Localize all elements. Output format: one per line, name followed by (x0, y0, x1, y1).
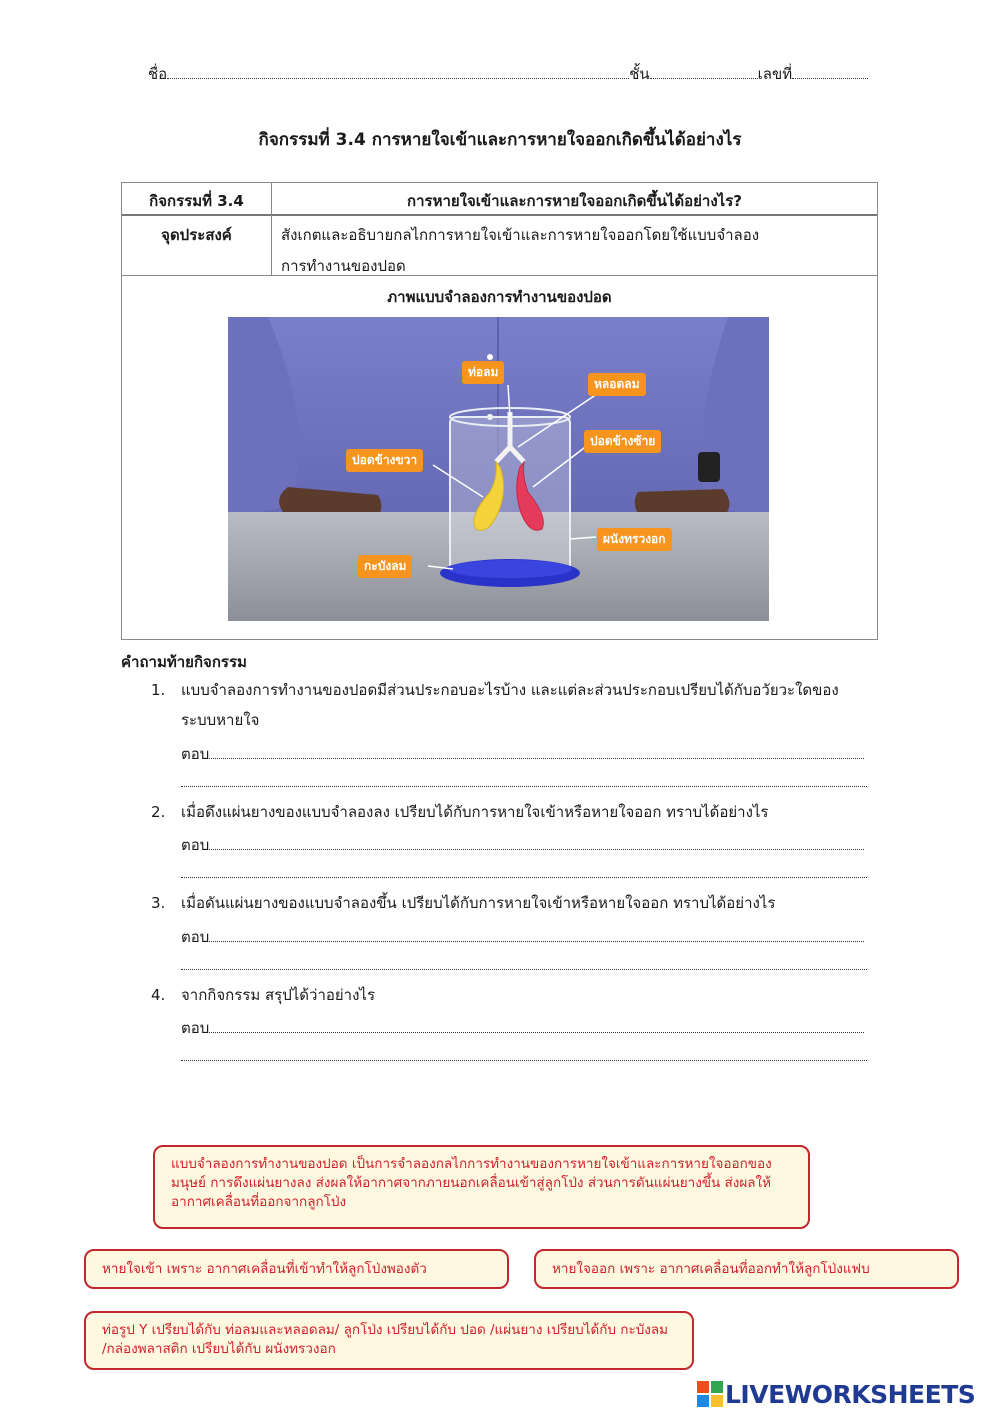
lung-model-photo (228, 317, 769, 621)
questions-heading: คำถามท้ายกิจกรรม (121, 653, 247, 671)
answer-box-exhale[interactable]: หายใจออก เพราะ อากาศเคลื่อนที่ออกทำให้ลูกโป่งแฟบ (534, 1249, 959, 1289)
answer-4-line-1 (181, 1016, 864, 1040)
number-field[interactable] (792, 64, 868, 79)
answer-2-field[interactable] (209, 835, 864, 850)
answer-1-field[interactable] (209, 744, 864, 759)
liveworksheets-logo-icon (697, 1381, 723, 1407)
student-info-line (148, 62, 868, 86)
name-field[interactable] (167, 64, 629, 79)
name-label: ชื่อ (148, 65, 168, 83)
answer-2-line-2 (181, 863, 867, 882)
question-1-number: 1. (151, 681, 166, 699)
logo-text: LIVEWORKSHEETS (725, 1379, 976, 1409)
question-3-text: เมื่อดันแผ่นยางของแบบจำลองขึ้น เปรียบได้กับการหายใจเข้าหรือหายใจออก ทราบได้อย่างไร (181, 894, 776, 912)
grade-label: ชั้น (629, 65, 650, 83)
answer-box-parts[interactable]: ท่อรูป Y เปรียบได้กับ ท่อลมและหลอดลม/ ลูกโป่ง เปรียบได้กับ ปอด /แผ่นยาง เปรียบได้กับ กะบังลม /กล่องพลาสติก เปรียบได้กับ ผนังทรวงอก (84, 1311, 694, 1370)
liveworksheets-logo (697, 1379, 975, 1409)
objective-line-2: การทำงานของปอด (281, 257, 406, 275)
question-2-number: 2. (151, 803, 166, 821)
answer-3-line-1 (181, 925, 864, 949)
answer-3-field-2[interactable] (181, 955, 867, 970)
answer-4-line-2 (181, 1046, 867, 1065)
answer-label: ตอบ (181, 745, 210, 763)
label-bronchus: หลอดลม (588, 373, 646, 396)
answer-box-inhale[interactable]: หายใจเข้า เพราะ อากาศเคลื่อนที่เข้าทำให้ลูกโป่งพองตัว (84, 1249, 509, 1289)
question-1-text: แบบจำลองการทำงานของปอดมีส่วนประกอบอะไรบ้าง และแต่ละส่วนประกอบเปรียบได้กับอวัยวะใดของระบบหายใจ (181, 681, 839, 729)
question-4-text: จากกิจกรรม สรุปได้ว่าอย่างไร (181, 986, 376, 1004)
image-caption: ภาพแบบจำลองการทำงานของปอด (387, 288, 612, 306)
answer-2-field-2[interactable] (181, 863, 867, 878)
question-2-text: เมื่อดึงแผ่นยางของแบบจำลองลง เปรียบได้กับการหายใจเข้าหรือหายใจออก ทราบได้อย่างไร (181, 803, 769, 821)
answer-1-line-1 (181, 742, 864, 766)
label-diaphragm: กะบังลม (358, 555, 412, 578)
answer-1-line-2 (181, 772, 867, 791)
grade-field[interactable] (650, 64, 758, 79)
question-3-number: 3. (151, 894, 166, 912)
answer-box-summary[interactable]: แบบจำลองการทำงานของปอด เป็นการจำลองกลไกการทำงานของการหายใจเข้าและการหายใจออกของมนุษย์ การดึงแผ่นยางลง ส่งผลให้อากาศจากภายนอกเคลื่อนเข้าสู่ลูกโป่ง ส่วนการดันแผ่นยางขึ้น ส่งผลให้อากาศเคลื่อนที่ออกจากลูกโป่ง (153, 1145, 810, 1229)
answer-label: ตอบ (181, 1019, 210, 1037)
question-4-number: 4. (151, 986, 166, 1004)
table-divider (122, 214, 877, 216)
label-trachea: ท่อลม (462, 361, 504, 384)
answer-label: ตอบ (181, 836, 210, 854)
label-chest-wall: ผนังทรวงอก (597, 528, 672, 551)
answer-1-field-2[interactable] (181, 772, 867, 787)
page-title: กิจกรรมที่ 3.4 การหายใจเข้าและการหายใจออกเกิดขึ้นได้อย่างไร (258, 130, 742, 150)
answer-4-field-2[interactable] (181, 1046, 867, 1061)
answer-3-line-2 (181, 955, 867, 974)
answer-3-field[interactable] (209, 927, 864, 942)
objective-line-1: สังเกตและอธิบายกลไกการหายใจเข้าและการหายใจออกโดยใช้แบบจำลอง (281, 226, 760, 244)
label-right-lung: ปอดข้างขวา (346, 449, 423, 472)
answer-2-line-1 (181, 833, 864, 857)
answer-label: ตอบ (181, 928, 210, 946)
activity-label: กิจกรรมที่ 3.4 (149, 192, 244, 210)
answer-4-field[interactable] (209, 1018, 864, 1033)
number-label: เลขที่ (757, 65, 793, 83)
objective-label: จุดประสงค์ (161, 226, 232, 244)
label-left-lung: ปอดข้างซ้าย (584, 430, 661, 453)
activity-title: การหายใจเข้าและการหายใจออกเกิดขึ้นได้อย่างไร? (407, 192, 742, 210)
